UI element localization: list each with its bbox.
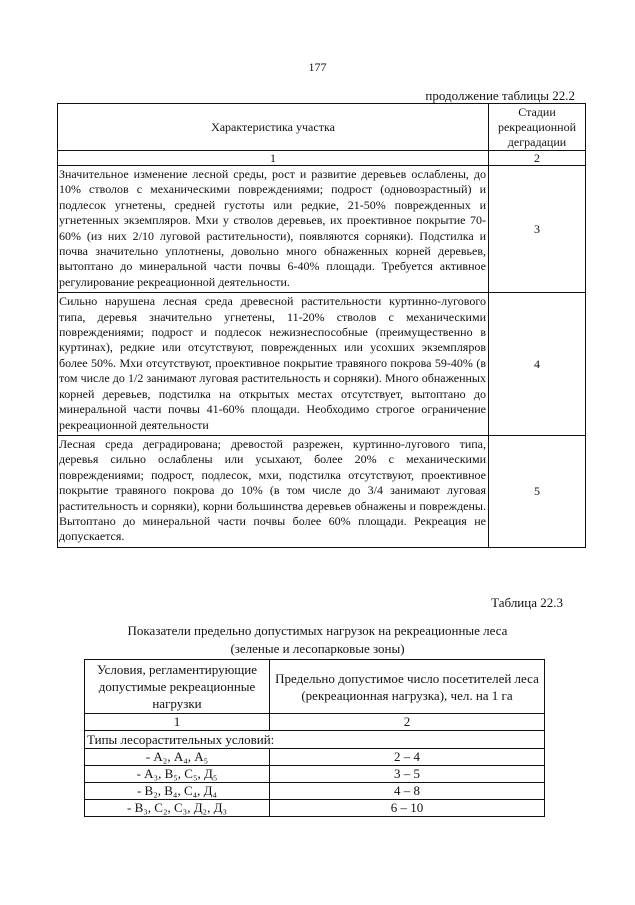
column-number-2: 2: [270, 714, 545, 731]
row-conditions: - А₂, А₄, А₅: [85, 749, 270, 766]
column-number-1: 1: [85, 714, 270, 731]
table-row: [85, 783, 545, 800]
row-stage: 5: [489, 435, 586, 547]
table-row: [58, 166, 586, 293]
heading-line-1: Показатели предельно допустимых нагрузок на рекреационные леса: [127, 623, 508, 638]
row-conditions: - В₂, В₄, С₄, Д₄: [85, 783, 270, 800]
row-stage: 4: [489, 293, 586, 436]
row-value: 3 – 5: [270, 766, 545, 783]
header-stage: Стадии рекреационной деградации: [489, 104, 586, 151]
table-row: [85, 749, 545, 766]
row-stage: 3: [489, 166, 586, 293]
row-value: 4 – 8: [270, 783, 545, 800]
row-description: Сильно нарушена лесная среда древесной растительности куртинно-лугового типа, деревья значительно угнетены, 11-20% стволов с механическими повреждениями; подрост и подлесок нежизнеспособные (преимущественно в куртинах), редкие или отсутствуют, поврежденных или усохших экземпляров более 50%. Мхи отсутствуют, проективное покрытие травяного покрова 59-40% (в том числе до 1/2 занимают луговая растительность и сорняки). Много обнаженных корней деревьев, подстилка на открытых местах отсутствует, вытоптано до минеральной части почвы 41-60% площади. Необходимо строгое ограничение рекреационной деятельности: [58, 293, 489, 436]
table-22-2-continuation: [57, 103, 586, 548]
header-limit: Предельно допустимое число посетителей леса (рекреационная нагрузка), чел. на 1 га: [270, 660, 545, 714]
section-label: Типы лесорастительных условий:: [85, 731, 545, 749]
row-description: Лесная среда деградирована; древостой разрежен, куртинно-лугового типа, деревья сильно ослаблены или усыхают, более 20% с механическими повреждениями; подрост, подлесок, мхи, подстилка отсутствуют, проективное покрытие травяного покрова до 10% (в том числе до 3/4 занимают луговая растительность и сорняки), корни большинства деревьев обнажены и повреждены. Вытоптано до минеральной части почвы более 60% площади. Рекреация не допускается.: [58, 435, 489, 547]
row-description: Значительное изменение лесной среды, рост и развитие деревьев ослаблены, до 10% стволов с механическими повреждениями; подрост (одновозрастный) и подлесок угнетены, средней густоты или редкие, 21-50% поврежденных и угнетенных экземпляров. Мхи у стволов деревьев, их проективное покрытие 70-60% (из них 2/10 луговой растительности), появляются сорняки). Подстилка и почва значительно уплотнены, довольно много обнаженных корней деревьев, вытоптано до минеральной части почвы 6-40% площади. Требуется активное регулирование рекреационной деятельности.: [58, 166, 489, 293]
continuation-label: продолжение таблицы 22.2: [425, 88, 575, 103]
table-22-3: [84, 659, 545, 817]
row-conditions: - В₃, С₂, С₃, Д₂, Д₃: [85, 800, 270, 817]
table-22-3-heading: [0, 622, 635, 658]
header-characteristic: Характеристика участка: [58, 104, 489, 151]
table-row: [58, 435, 586, 547]
row-conditions: - А₃, В₅, С₅, Д₅: [85, 766, 270, 783]
row-value: 6 – 10: [270, 800, 545, 817]
table-row: [85, 800, 545, 817]
row-value: 2 – 4: [270, 749, 545, 766]
header-conditions: Условия, регламентирующие допустимые рекреационные нагрузки: [85, 660, 270, 714]
column-number-2: 2: [489, 151, 586, 166]
table-row: [58, 293, 586, 436]
table-row: [85, 766, 545, 783]
table-22-3-label: Таблица 22.3: [491, 595, 563, 610]
page-number: 177: [308, 60, 327, 74]
heading-line-2: (зеленые и лесопарковые зоны): [230, 641, 405, 656]
column-number-1: 1: [58, 151, 489, 166]
